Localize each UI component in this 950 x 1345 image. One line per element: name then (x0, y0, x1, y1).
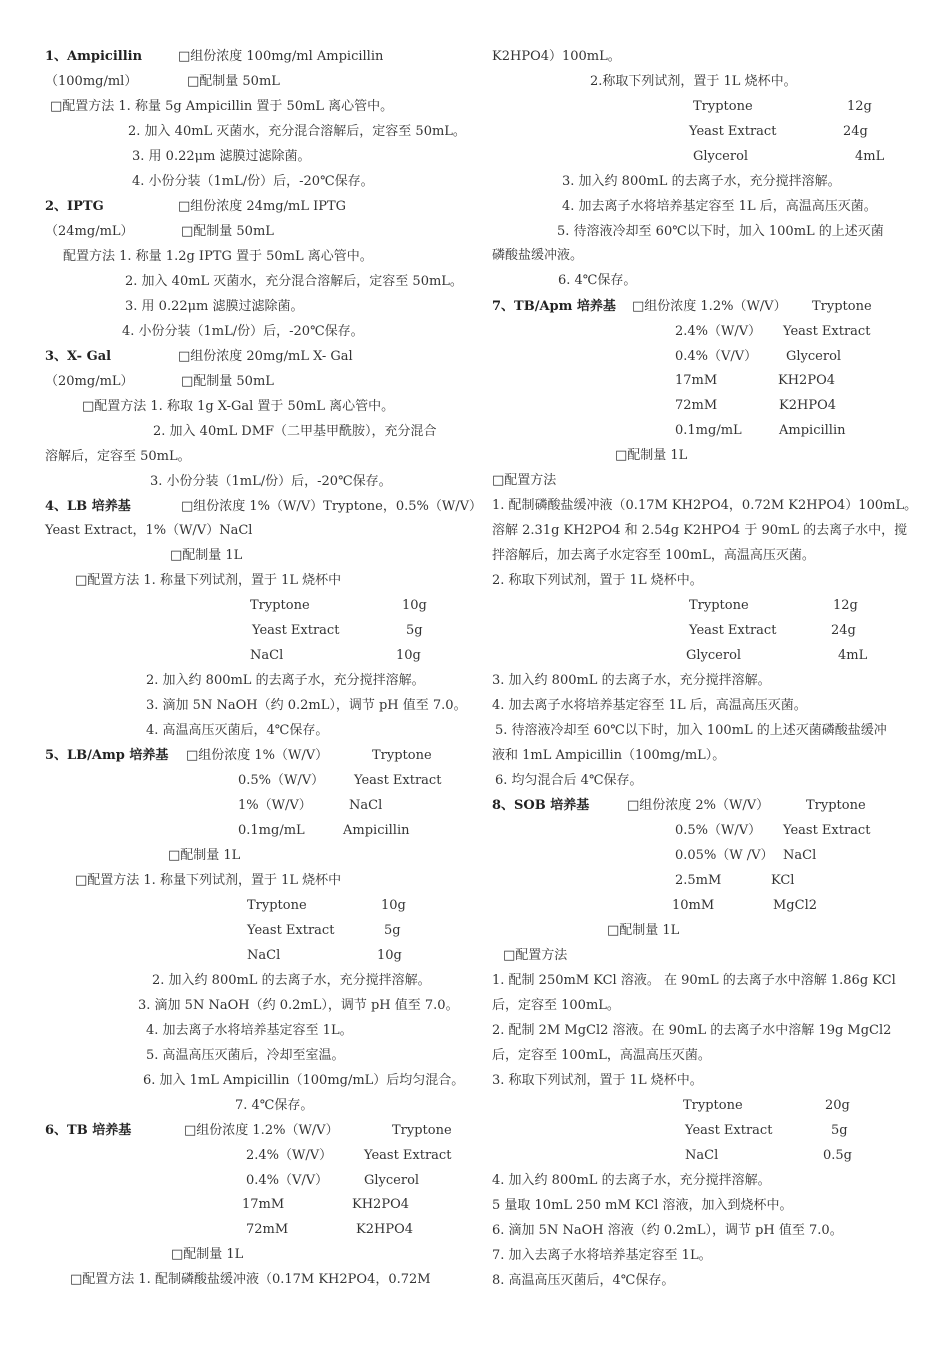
text-line: 10g (381, 898, 406, 913)
section-heading: 7、TB/Apm 培养基 (492, 299, 616, 314)
text-line: Tryptone (683, 1098, 743, 1113)
text-line: □组份浓度 1%（W/V） (186, 748, 329, 763)
text-line: 0.5%（W/V） (238, 773, 325, 788)
section-heading: 2、IPTG (45, 199, 104, 214)
text-line: □组份浓度 2%（W/V） (627, 798, 770, 813)
text-line: 2. 加入 40mL DMF（二甲基甲酰胺），充分混合 (153, 424, 437, 439)
text-line: 2. 加入约 800mL 的去离子水，充分搅拌溶解。 (146, 673, 425, 688)
text-line: 6. 均匀混合后 4℃保存。 (495, 773, 643, 788)
text-line: 配置方法 1. 称量 1.2g IPTG 置于 50mL 离心管中。 (63, 249, 373, 264)
text-line: □组份浓度 24mg/mL IPTG (178, 199, 347, 214)
text-line: □配置方法 (492, 473, 557, 488)
text-line: Tryptone (812, 299, 872, 314)
text-line: 5. 待溶液冷却至 60℃以下时，加入 100mL 的上述灭菌 (557, 224, 884, 239)
text-line: 12g (833, 598, 858, 613)
text-line: □组份浓度 1.2%（W/V） (632, 299, 787, 314)
text-line: 3. 称取下列试剂，置于 1L 烧杯中。 (492, 1073, 703, 1088)
text-line: Glycerol (686, 648, 742, 663)
text-line: 4. 加去离子水将培养基定容至 1L 后，高温高压灭菌。 (492, 698, 807, 713)
text-line: 72mM (246, 1222, 289, 1237)
text-line: Glycerol (693, 149, 749, 164)
text-line: □组份浓度 1%（W/V）Tryptone，0.5%（W/V） (181, 499, 482, 514)
text-line: 拌溶解后，加去离子水定容至 100mL，高温高压灭菌。 (492, 548, 815, 563)
text-line: Tryptone (806, 798, 866, 813)
text-line: Yeast Extract (364, 1148, 452, 1163)
text-line: 24g (843, 124, 868, 139)
text-line: 磷酸盐缓冲液。 (492, 248, 584, 263)
text-line: KH2PO4 (778, 373, 835, 388)
text-line: NaCl (247, 948, 281, 963)
text-line: Yeast Extract，1%（W/V）NaCl (45, 523, 253, 538)
text-line: （100mg/ml） (45, 74, 138, 89)
text-line: 10mM (672, 898, 715, 913)
text-line: 4mL (838, 648, 868, 663)
text-line: Tryptone (250, 598, 310, 613)
text-line: 0.4%（V/V） (675, 349, 758, 364)
text-line: 0.5g (823, 1148, 852, 1163)
text-line: MgCl2 (773, 898, 818, 913)
text-line: 6. 滴加 5N NaOH 溶液（约 0.2mL），调节 pH 值至 7.0。 (492, 1223, 843, 1238)
section-heading: 3、X- Gal (45, 349, 112, 364)
text-line: （24mg/mL） (45, 224, 134, 239)
text-line: Tryptone (247, 898, 307, 913)
text-line: KCl (771, 873, 795, 888)
text-line: 4. 加入约 800mL 的去离子水，充分搅拌溶解。 (492, 1173, 771, 1188)
text-line: 2. 称取下列试剂，置于 1L 烧杯中。 (492, 573, 703, 588)
text-line: 2.4%（W/V） (246, 1148, 333, 1163)
text-line: K2HPO4）100mL。 (492, 49, 621, 64)
text-line: □配置方法 1. 称取 1g X-Gal 置于 50mL 离心管中。 (82, 399, 395, 414)
text-line: 3. 加入约 800mL 的去离子水，充分搅拌溶解。 (492, 673, 771, 688)
text-line: 12g (847, 99, 872, 114)
text-line: 3. 滴加 5N NaOH（约 0.2mL），调节 pH 值至 7.0。 (146, 698, 467, 713)
text-line: 0.1mg/mL (675, 423, 742, 438)
text-line: 17mM (242, 1197, 285, 1212)
text-line: 溶解后，定容至 50mL。 (45, 449, 191, 464)
text-line: 2. 加入 40mL 灭菌水，充分混合溶解后，定容至 50mL。 (125, 274, 463, 289)
text-line: Glycerol (364, 1173, 420, 1188)
text-line: 4. 高温高压灭菌后，4℃保存。 (146, 723, 329, 738)
text-line: □组份浓度 1.2%（W/V） (184, 1123, 339, 1138)
text-line: Yeast Extract (247, 923, 335, 938)
text-line: Yeast Extract (689, 124, 777, 139)
text-line: 3. 小份分装（1mL/份）后，-20℃保存。 (150, 474, 392, 489)
text-line: □配制量 1L (170, 548, 243, 563)
text-line: Tryptone (689, 598, 749, 613)
text-line: 0.5%（W/V） (675, 823, 762, 838)
text-line: 72mM (675, 398, 718, 413)
text-line: □配制量 1L (171, 1247, 244, 1262)
text-line: Yeast Extract (252, 623, 340, 638)
text-line: □配制量 50mL (181, 224, 274, 239)
text-line: Yeast Extract (783, 324, 871, 339)
text-line: Tryptone (693, 99, 753, 114)
section-heading: 8、SOB 培养基 (492, 798, 590, 813)
text-line: Tryptone (372, 748, 432, 763)
text-line: Ampicillin (779, 423, 846, 438)
text-line: KH2PO4 (352, 1197, 409, 1212)
text-line: 3. 滴加 5N NaOH（约 0.2mL），调节 pH 值至 7.0。 (138, 998, 459, 1013)
text-line: 17mM (675, 373, 718, 388)
text-line: 4. 加去离子水将培养基定容至 1L。 (146, 1023, 353, 1038)
text-line: Yeast Extract (354, 773, 442, 788)
text-line: NaCl (250, 648, 284, 663)
text-line: 溶解 2.31g KH2PO4 和 2.54g K2HPO4 于 90mL 的去离子水中，搅 (492, 523, 908, 538)
text-line: （20mg/mL） (45, 374, 134, 389)
text-line: □组份浓度 100mg/ml Ampicillin (178, 49, 384, 64)
text-line: 5. 待溶液冷却至 60℃以下时，加入 100mL 的上述灭菌磷酸盐缓冲 (495, 723, 887, 738)
text-line: Glycerol (786, 349, 842, 364)
text-line: 10g (377, 948, 402, 963)
text-line: Yeast Extract (685, 1123, 773, 1138)
text-line: □配制量 1L (607, 923, 680, 938)
text-line: K2HPO4 (356, 1222, 413, 1237)
text-line: 5g (831, 1123, 848, 1138)
text-line: □配制量 1L (168, 848, 241, 863)
text-line: 24g (831, 623, 856, 638)
text-line: 6. 加入 1mL Ampicillin（100mg/mL）后均匀混合。 (143, 1073, 465, 1088)
text-line: 3. 用 0.22μm 滤膜过滤除菌。 (132, 149, 311, 164)
text-line: 液和 1mL Ampicillin（100mg/mL）。 (492, 748, 726, 763)
text-line: 2. 加入约 800mL 的去离子水，充分搅拌溶解。 (152, 973, 431, 988)
text-line: 1. 配制磷酸盐缓冲液（0.17M KH2PO4，0.72M K2HPO4）100mL。 (492, 498, 918, 513)
text-line: 1. 配制 250mM KCl 溶液。 在 90mL 的去离子水中溶解 1.86g KCl (492, 973, 896, 988)
text-line: Ampicillin (343, 823, 410, 838)
text-line: □配置方法 (503, 948, 568, 963)
text-line: NaCl (349, 798, 383, 813)
text-line: 20g (825, 1098, 850, 1113)
text-line: 5g (406, 623, 423, 638)
text-line: 5 量取 10mL 250 mM KCl 溶液，加入到烧杯中。 (492, 1198, 793, 1213)
text-line: 8. 高温高压灭菌后，4℃保存。 (492, 1273, 675, 1288)
section-heading: 5、LB/Amp 培养基 (45, 748, 169, 763)
text-line: K2HPO4 (779, 398, 836, 413)
text-line: Yeast Extract (783, 823, 871, 838)
text-line: 0.4%（V/V） (246, 1173, 329, 1188)
text-line: Tryptone (392, 1123, 452, 1138)
section-heading: 6、TB 培养基 (45, 1123, 132, 1138)
text-line: 4mL (855, 149, 885, 164)
text-line: 4. 小份分装（1mL/份）后，-20℃保存。 (132, 174, 374, 189)
text-line: 0.05%（W /V） (675, 848, 774, 863)
text-line: 4. 加去离子水将培养基定容至 1L 后，高温高压灭菌。 (562, 199, 877, 214)
text-line: 0.1mg/mL (238, 823, 305, 838)
text-line: Yeast Extract (689, 623, 777, 638)
text-line: □配制量 1L (615, 448, 688, 463)
text-line: 4. 小份分装（1mL/份）后，-20℃保存。 (122, 324, 364, 339)
text-line: □配置方法 1. 称量下列试剂，置于 1L 烧杯中 (75, 873, 342, 888)
text-line: 3. 加入约 800mL 的去离子水，充分搅拌溶解。 (562, 174, 841, 189)
text-line: 2.4%（W/V） (675, 324, 762, 339)
text-line: □配制量 50mL (181, 374, 274, 389)
text-line: 3. 用 0.22μm 滤膜过滤除菌。 (125, 299, 304, 314)
text-line: 1%（W/V） (238, 798, 312, 813)
text-line: □配置方法 1. 配制磷酸盐缓冲液（0.17M KH2PO4，0.72M (70, 1272, 431, 1287)
text-line: NaCl (783, 848, 817, 863)
text-line: 7. 加入去离子水将培养基定容至 1L。 (492, 1248, 712, 1263)
text-line: 7. 4℃保存。 (235, 1098, 314, 1113)
text-line: 2. 加入 40mL 灭菌水，充分混合溶解后，定容至 50mL。 (128, 124, 466, 139)
text-line: 5g (384, 923, 401, 938)
section-heading: 1、Ampicillin (45, 49, 143, 64)
text-line: □配制量 50mL (187, 74, 280, 89)
text-line: 2.称取下列试剂，置于 1L 烧杯中。 (590, 74, 797, 89)
text-line: NaCl (685, 1148, 719, 1163)
text-line: □配置方法 1. 称量 5g Ampicillin 置于 50mL 离心管中。 (50, 99, 394, 114)
text-line: 后，定容至 100mL。 (492, 998, 620, 1013)
text-line: 2. 配制 2M MgCl2 溶液。在 90mL 的去离子水中溶解 19g MgCl2 (492, 1023, 892, 1038)
text-line: 5. 高温高压灭菌后，冷却至室温。 (146, 1048, 345, 1063)
text-line: 6. 4℃保存。 (558, 273, 637, 288)
text-line: 10g (396, 648, 421, 663)
text-line: 10g (402, 598, 427, 613)
section-heading: 4、LB 培养基 (45, 499, 131, 514)
text-line: 后，定容至 100mL，高温高压灭菌。 (492, 1048, 711, 1063)
text-line: □配置方法 1. 称量下列试剂，置于 1L 烧杯中 (75, 573, 342, 588)
text-line: 2.5mM (675, 873, 722, 888)
text-line: □组份浓度 20mg/mL X- Gal (178, 349, 353, 364)
